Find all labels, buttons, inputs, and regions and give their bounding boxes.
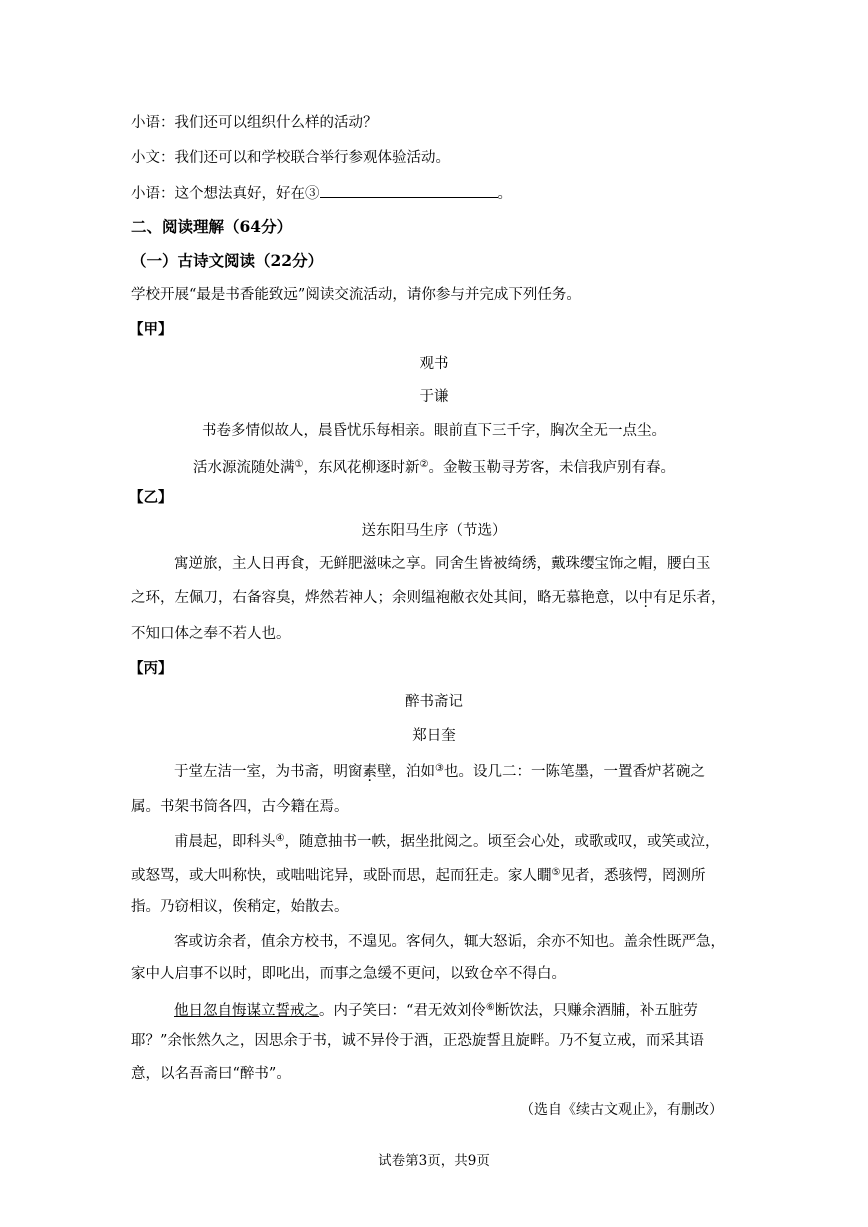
footnote-marker-3: ③ bbox=[435, 763, 444, 774]
poem-line-2-part-1: 活水源流随处满 bbox=[193, 460, 295, 476]
bing-p2-line-2 bbox=[131, 863, 705, 886]
bing-p1-line-1 bbox=[174, 759, 705, 782]
bing-p4-line-2: 耶？”余怅然久之，因思余于书，诚不异伶于酒，正恐旋誓且旋畔。乃不复立戒，而采其语 bbox=[131, 1033, 704, 1049]
bing-p2-part-3: 或怒骂，或大叫称快，或咄咄诧异，或卧而思，起而狂走。家人瞯 bbox=[131, 868, 552, 884]
bing-p2-part-1: 甫晨起，即科头 bbox=[174, 834, 276, 850]
dialogue-line-3-text: 小语：这个想法真好，好在③ bbox=[131, 186, 320, 202]
bing-p3-line-2: 家中人启事不以时，即叱出，而事之急缓不更问，以致仓卒不得白。 bbox=[131, 966, 566, 982]
yi-line-2 bbox=[131, 588, 726, 608]
emphasis-dot-char: 素 bbox=[362, 764, 377, 780]
bing-title: 醉书斋记 bbox=[405, 694, 463, 710]
poem-title: 观书 bbox=[419, 356, 449, 372]
bing-p1-part-1: 于堂左洁一室，为书斋，明窗 bbox=[174, 764, 363, 780]
bing-p2-part-2: ，随意抽书一帙，据坐批阅之。顷至会心处，或歌或叹，或笑或泣， bbox=[284, 834, 720, 850]
task-intro: 学校开展“最是书香能致远”阅读交流活动，请你参与并完成下列任务。 bbox=[131, 287, 581, 303]
bing-p2-line-1 bbox=[174, 829, 719, 852]
yi-line-1: 寓逆旅，主人日再食，无鲜肥滋味之享。同舍生皆被绮绣，戴珠缨宝饰之帽，腰白玉 bbox=[174, 556, 711, 572]
dialogue-line-3-end: 。 bbox=[497, 186, 512, 202]
dialogue-line-1: 小语：我们还可以组织什么样的活动？ bbox=[131, 115, 378, 131]
bing-p2-line-3: 指。乃窃相议，俟稍定，始散去。 bbox=[131, 899, 349, 915]
bing-p1-part-3: 也。设几二：一陈笔墨，一置香炉茗碗之 bbox=[443, 764, 705, 780]
bing-p1-part-2: 壁，泊如 bbox=[377, 764, 435, 780]
dialogue-line-2: 小文：我们还可以和学校联合举行参观体验活动。 bbox=[131, 150, 450, 166]
bing-author: 郑日奎 bbox=[412, 728, 456, 744]
source-note: （选自《续古文观止》，有删改） bbox=[520, 1102, 723, 1118]
label-jia: 【甲】 bbox=[129, 321, 173, 338]
label-yi: 【乙】 bbox=[129, 489, 173, 506]
poem-line-2 bbox=[0, 455, 868, 478]
footnote-marker-6: ⑥ bbox=[485, 1002, 495, 1013]
bing-p4-part-1: 。内子笑曰：“君无效刘伶 bbox=[319, 1003, 486, 1019]
dialogue-line-3 bbox=[131, 183, 512, 204]
yi-line-2-part-1: 之环，左佩刀，右备容臭，烨然若神人；余则缊袍敝衣处其间，略无慕艳意，以 bbox=[131, 590, 639, 606]
footnote-marker-2: ② bbox=[419, 459, 429, 470]
poem-author: 于谦 bbox=[419, 389, 449, 405]
bing-p3-line-1: 客或访余者，值余方校书，不遑见。客伺久，辄大怒诟，余亦不知也。盖余性既严急， bbox=[174, 934, 725, 950]
section-2-heading: 二、阅读理解（64分） bbox=[131, 217, 293, 236]
answer-blank-3[interactable] bbox=[320, 183, 498, 198]
yi-line-3: 不知口体之奉不若人也。 bbox=[131, 626, 291, 642]
underlined-sentence: 他日忽自悔谋立誓戒之 bbox=[174, 1003, 319, 1019]
bing-p4-part-2: 断饮法，只赚余酒脯，补五脏劳 bbox=[494, 1003, 698, 1019]
label-bing: 【丙】 bbox=[129, 660, 173, 677]
yi-title: 送东阳马生序（节选） bbox=[361, 523, 507, 539]
footnote-marker-5: ⑤ bbox=[551, 867, 561, 878]
footnote-marker-1: ① bbox=[294, 459, 304, 470]
bing-p2-part-4: 见者，悉骇愕，罔测所 bbox=[560, 868, 706, 884]
page-footer: 试卷第3页，共9页 bbox=[378, 1153, 490, 1169]
poem-line-1: 书卷多情似故人，晨昏忧乐每相亲。眼前直下三千字，胸次全无一点尘。 bbox=[202, 423, 666, 439]
poem-line-2-part-2: ，东风花柳逐时新 bbox=[303, 460, 420, 476]
bing-p4-line-3: 意，以名吾斋曰“醉书”。 bbox=[131, 1066, 291, 1082]
subsection-1-heading: （一）古诗文阅读（22分） bbox=[131, 251, 324, 270]
yi-line-2-part-2: 有足乐者， bbox=[653, 590, 726, 606]
footnote-marker-4: ④ bbox=[275, 833, 285, 844]
poem-line-2-part-3: 。金鞍玉勒寻芳客，未信我庐别有春。 bbox=[428, 460, 675, 476]
bing-p1-line-2: 属。书架书筒各四，古今籍在焉。 bbox=[131, 799, 349, 815]
bing-p4-line-1 bbox=[174, 998, 698, 1021]
emphasis-dot-char: 中 bbox=[638, 590, 653, 606]
